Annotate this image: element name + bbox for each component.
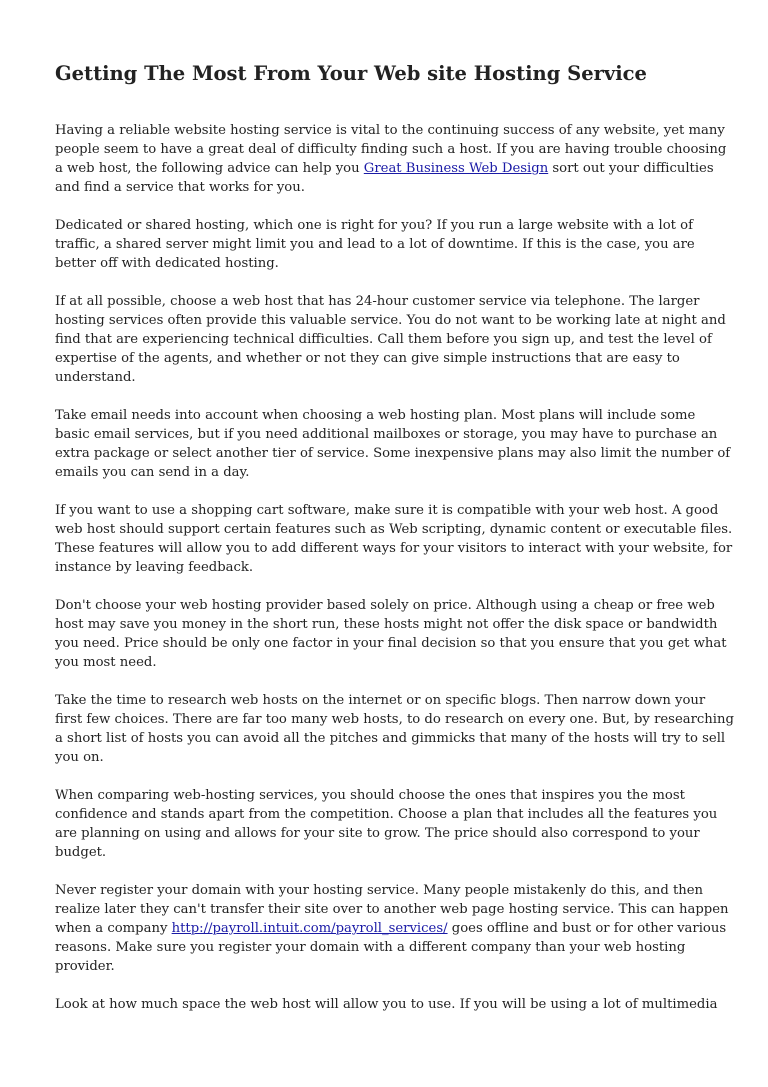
text-line: reasons. Make sure you register your domain with a different company than your web hosting [55,940,686,955]
text-line: you need. Price should be only one factor in your final decision so that you ensure that you get what [55,636,727,651]
text-line: are planning on using and allows for your site to grow. The price should also correspond to your [55,826,700,841]
text-line: instance by leaving feedback. [55,560,254,575]
paragraph-4 [55,406,731,482]
text-line: If at all possible, choose a web host that has 24-hour customer service via telephone. The larger [55,294,700,309]
text-line: Look at how much space the web host will allow you to use. If you will be using a lot of multimedia [55,997,718,1012]
text-line: understand. [55,370,136,385]
text-line: you most need. [55,655,157,670]
text-line: realize later they can't transfer their site over to another web page hosting service. This can happen [55,902,729,917]
link-prefix-text: when a company [55,921,172,936]
link-prefix-text: a web host, the following advice can help you [55,161,364,176]
paragraph-5 [55,501,733,577]
document-body [55,121,734,1033]
text-line: If you want to use a shopping cart software, make sure it is compatible with your web host. A good [55,503,719,518]
text-line-with-link [55,919,727,938]
text-line: emails you can send in a day. [55,465,250,480]
text-line: better off with dedicated hosting. [55,256,279,271]
text-line-with-link [55,159,715,178]
text-line: Take the time to research web hosts on the internet or on specific blogs. Then narrow down your [55,693,706,708]
text-line: extra package or select another tier of service. Some inexpensive plans may also limit the number of [55,446,731,461]
link-suffix-text: goes offline and bust or for other various [447,921,727,936]
text-line: confidence and stands apart from the competition. Choose a plan that includes all the features you [55,807,718,822]
text-line: a short list of hosts you can avoid all the pitches and gimmicks that many of the hosts will try to sell [55,731,726,746]
paragraph-7 [55,691,734,767]
text-line: budget. [55,845,107,860]
text-line: Take email needs into account when choosing a web hosting plan. Most plans will include some [55,408,696,423]
paragraph-10 [55,995,718,1014]
text-line: and find a service that works for you. [55,180,305,195]
text-line: Don't choose your web hosting provider based solely on price. Although using a cheap or free web [55,598,715,613]
text-line: traffic, a shared server might limit you and lead to a lot of downtime. If this is the case, you are [55,237,695,252]
text-line: provider. [55,959,115,974]
payroll-services-link[interactable]: http://payroll.intuit.com/payroll_services/ [171,921,448,936]
text-line: When comparing web-hosting services, you should choose the ones that inspires you the most [55,788,685,803]
text-line: basic email services, but if you need additional mailboxes or storage, you may have to purchase an [55,427,718,442]
link-suffix-text: sort out your difficulties [548,161,714,176]
text-line: Dedicated or shared hosting, which one is right for you? If you run a large website with a lot of [55,218,693,233]
paragraph-9 [55,881,729,976]
text-line: expertise of the agents, and whether or not they can give simple instructions that are easy to [55,351,680,366]
text-line: hosting services often provide this valuable service. You do not want to be working late at night and [55,313,726,328]
text-line: Having a reliable website hosting service is vital to the continuing success of any website, yet many [55,123,725,138]
text-line: Never register your domain with your hosting service. Many people mistakenly do this, and then [55,883,704,898]
text-line: web host should support certain features such as Web scripting, dynamic content or executable files. [55,522,733,537]
great-business-web-design-link[interactable]: Great Business Web Design [363,161,549,176]
paragraph-2 [55,216,715,273]
paragraph-1 [55,121,727,197]
text-line: These features will allow you to add different ways for your visitors to interact with your website, for [55,541,733,556]
paragraph-6 [55,596,727,672]
text-line: host may save you money in the short run, these hosts might not offer the disk space or bandwidth [55,617,718,632]
paragraph-3 [55,292,726,387]
text-line: you on. [55,750,104,765]
document-title: Getting The Most From Your Web site Hosting Service [55,62,647,85]
text-line: find that are experiencing technical difficulties. Call them before you sign up, and test the level of [55,332,712,347]
paragraph-8 [55,786,718,862]
text-line: people seem to have a great deal of difficulty finding such a host. If you are having trouble choosing [55,142,727,157]
text-line: first few choices. There are far too many web hosts, to do research on every one. But, by researching [55,712,734,727]
